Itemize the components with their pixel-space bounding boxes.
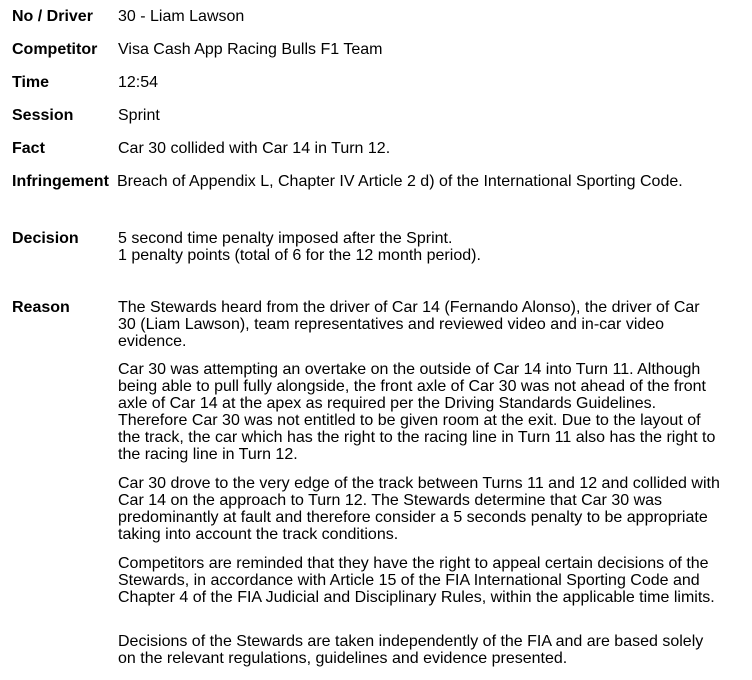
reason-line: taking into account the track conditions. [118,526,399,543]
reason-line: on the relevant regulations, guidelines and evidence presented. [118,650,568,667]
reason-label: Reason [12,299,70,316]
field-label-session: Session [12,107,74,124]
reason-line: The Stewards heard from the driver of Car 14 (Fernando Alonso), the driver of Car [118,299,700,316]
reason-paragraph [118,299,748,350]
field-value-fact: Car 30 collided with Car 14 in Turn 12. [118,140,391,157]
reason-line: 30 (Liam Lawson), team representatives and reviewed video and in-car video [118,316,665,333]
field-label-fact: Fact [12,140,45,157]
reason-line: axle of Car 14 at the apex as required per the Driving Standards Guidelines. [118,395,657,412]
reason-line: Car 30 was attempting an overtake on the outside of Car 14 into Turn 11. Although [118,361,701,378]
reason-line: evidence. [118,333,187,350]
field-label-competitor: Competitor [12,41,98,58]
reason-line: Decisions of the Stewards are taken independently of the FIA and are based solely [118,633,704,650]
reason-paragraph [118,475,748,543]
decision-line: 1 penalty points (total of 6 for the 12 month period). [118,247,481,264]
reason-line: Car 14 on the approach to Turn 12. The Stewards determine that Car 30 was [118,492,663,509]
reason-line: predominantly at fault and therefore consider a 5 seconds penalty to be appropriate [118,509,708,526]
reason-line: Competitors are reminded that they have the right to appeal certain decisions of the [118,555,709,572]
decision-text [118,230,748,264]
decision-line: 5 second time penalty imposed after the Sprint. [118,230,453,247]
reason-paragraph [118,633,748,667]
field-value-time: 12:54 [118,74,159,91]
reason-line: Chapter 4 of the FIA Judicial and Disciplinary Rules, within the applicable time limits. [118,589,715,606]
reason-line: Stewards, in accordance with Article 15 of the FIA International Sporting Code and [118,572,700,589]
field-value-competitor: Visa Cash App Racing Bulls F1 Team [118,41,383,58]
field-label-time: Time [12,74,50,91]
reason-line: Car 30 drove to the very edge of the track between Turns 11 and 12 and collided with [118,475,720,492]
field-value-driver: 30 - Liam Lawson [118,8,245,25]
reason-line: the track, the car which has the right to the racing line in Turn 11 also has the right to [118,429,716,446]
field-label-infringement: Infringement [12,173,109,190]
field-value-session: Sprint [118,107,160,124]
reason-line: being able to pull fully alongside, the front axle of Car 30 was not ahead of the front [118,378,706,395]
reason-line: Therefore Car 30 was not entitled to be given room at the exit. Due to the layout of [118,412,701,429]
reason-paragraph [118,555,748,606]
reason-paragraph [118,361,748,463]
field-value-infringement: Breach of Appendix L, Chapter IV Article 2 d) of the International Sporting Code. [117,173,683,190]
field-label-driver: No / Driver [12,8,93,25]
decision-label: Decision [12,230,79,247]
reason-line: the racing line in Turn 12. [118,446,298,463]
